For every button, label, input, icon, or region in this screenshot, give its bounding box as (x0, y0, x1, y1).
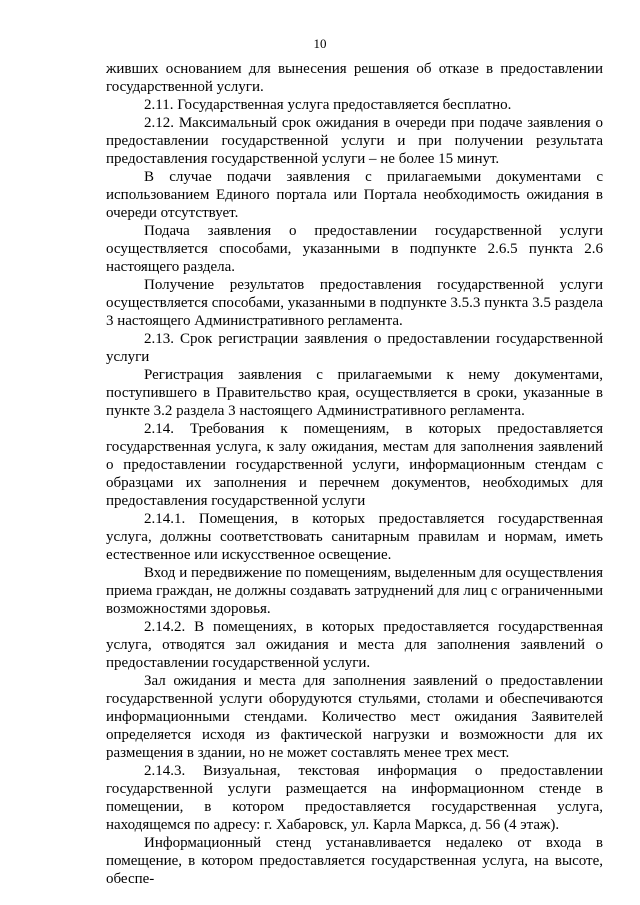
paragraph-2-14-3: 2.14.3. Визуальная, текстовая информация о предоставлении государственной услуги размещается на информационном стенде в помещении, в котором предоставляется государственная услуга, находящемся по адресу: г. Хабаровск, ул. Карла Маркса, д. 56 (4 этаж). (106, 763, 603, 833)
paragraph-2-14-2: 2.14.2. В помещениях, в которых предоставляется государственная услуга, отводятся зал ожидания и места для заполнения заявлений о предоставлении государственной услуги. (106, 619, 603, 671)
paragraph-info-stand: Информационный стенд устанавливается недалеко от входа в помещение, в котором предоставляется государственная услуга, на высоте, обеспе- (106, 835, 603, 887)
paragraph-2-12: 2.12. Максимальный срок ожидания в очереди при подаче заявления о предоставлении государственной услуги и при получении результата предоставления государственной услуги – не более 15 минут. (106, 115, 603, 167)
paragraph-submission-methods: Подача заявления о предоставлении государственной услуги осуществляется способами, указанными в подпункте 2.6.5 пункта 2.6 настоящего раздела. (106, 223, 603, 275)
paragraph-registration: Регистрация заявления с прилагаемыми к нему документами, поступившего в Правительство края, осуществляется в сроки, указанные в пункте 3.2 раздела 3 настоящего Административного регламента. (106, 367, 603, 419)
paragraph-2-14-1: 2.14.1. Помещения, в которых предоставляется государственная услуга, должны соответствовать санитарным правилам и нормам, иметь естественное или искусственное освещение. (106, 511, 603, 563)
paragraph-accessibility: Вход и передвижение по помещениям, выделенным для осуществления приема граждан, не должны создавать затруднений для лиц с ограниченными возможностями здоровья. (106, 565, 603, 617)
paragraph-result-methods: Получение результатов предоставления государственной услуги осуществляется способами, указанными в подпункте 3.5.3 пункта 3.5 раздела 3 настоящего Административного регламента. (106, 277, 603, 329)
paragraph-continuation: живших основанием для вынесения решения об отказе в предоставлении государственной услуги. (106, 61, 603, 95)
document-body (106, 60, 603, 888)
paragraph-2-11: 2.11. Государственная услуга предоставляется бесплатно. (144, 97, 512, 113)
page-number: 10 (313, 36, 327, 51)
paragraph-waiting-hall: Зал ожидания и места для заполнения заявлений о предоставлении государственной услуги оборудуются стульями, столами и обеспечиваются информационными стендами. Количество мест ожидания Заявителей определяется исходя из фактической нагрузки и возможности для их размещения в здании, но не может составлять менее трех мест. (106, 673, 603, 761)
paragraph-2-13: 2.13. Срок регистрации заявления о предоставлении государственной услуги (106, 331, 603, 365)
paragraph-2-14: 2.14. Требования к помещениям, в которых предоставляется государственная услуга, к залу ожидания, местам для заполнения заявлений о предоставлении государственной услуги, информационным стендам с образцами их заполнения и перечнем документов, необходимых для предоставления государственной услуги (106, 421, 603, 509)
paragraph-portal-submission: В случае подачи заявления с прилагаемыми документами с использованием Единого портала или Портала необходимость ожидания в очереди отсутствует. (106, 169, 603, 221)
